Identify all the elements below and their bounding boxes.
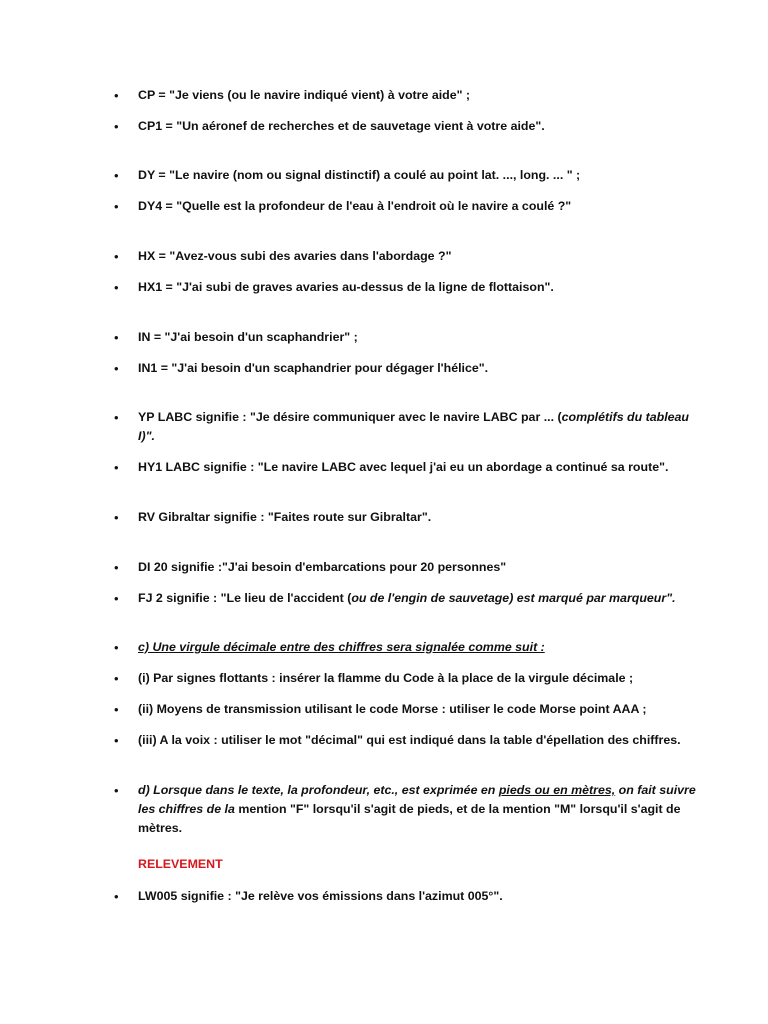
- list-item: • CP1 = "Un aéronef de recherches et de sauvetage vient à votre aide".: [138, 117, 698, 136]
- list-item: • FJ 2 signifie : "Le lieu de l'accident (ou de l'engin de sauvetage) est marqué par marqueur".: [138, 589, 698, 608]
- list-item: • HX = "Avez-vous subi des avaries dans l'abordage ?": [138, 247, 698, 266]
- list-item: • IN1 = "J'ai besoin d'un scaphandrier pour dégager l'hélice".: [138, 359, 698, 378]
- list-item: • HX1 = "J'ai subi de graves avaries au-dessus de la ligne de flottaison".: [138, 278, 698, 297]
- list-item: • c) Une virgule décimale entre des chiffres sera signalée comme suit :: [138, 638, 698, 657]
- list-item: • (i) Par signes flottants : insérer la flamme du Code à la place de la virgule décimale ;: [138, 669, 698, 688]
- list-item: • DI 20 signifie :"J'ai besoin d'embarcations pour 20 personnes": [138, 558, 698, 577]
- list-item: • (ii) Moyens de transmission utilisant le code Morse : utiliser le code Morse point AAA ;: [138, 700, 698, 719]
- list-item: • HY1 LABC signifie : "Le navire LABC avec lequel j'ai eu un abordage a continué sa route".: [138, 458, 698, 477]
- list-item: • IN = "J'ai besoin d'un scaphandrier" ;: [138, 328, 698, 347]
- list-item: • DY4 = "Quelle est la profondeur de l'eau à l'endroit où le navire a coulé ?": [138, 197, 698, 216]
- list-item: • RV Gibraltar signifie : "Faites route sur Gibraltar".: [138, 508, 698, 527]
- list-item: • (iii) A la voix : utiliser le mot "décimal" qui est indiqué dans la table d'épellation des chiffres.: [138, 731, 698, 750]
- list-item: • DY = "Le navire (nom ou signal distinctif) a coulé au point lat. ..., long. ... " ;: [138, 166, 698, 185]
- list-item: • YP LABC signifie : "Je désire communiquer avec le navire LABC par ... (complétifs du tableau I)".: [138, 408, 698, 446]
- list-item: • CP = "Je viens (ou le navire indiqué vient) à votre aide" ;: [138, 86, 698, 105]
- list-item: • LW005 signifie : "Je relève vos émissions dans l'azimut 005°".: [138, 887, 698, 906]
- section-heading: RELEVEMENT: [138, 857, 223, 871]
- list-item: • d) Lorsque dans le texte, la profondeur, etc., est exprimée en pieds ou en mètres, on fait suivre les chiffres de la mention "F" lorsqu'il s'agit de pieds, et de la mention "M" lorsqu'il s'agit de mètres.: [138, 781, 698, 838]
